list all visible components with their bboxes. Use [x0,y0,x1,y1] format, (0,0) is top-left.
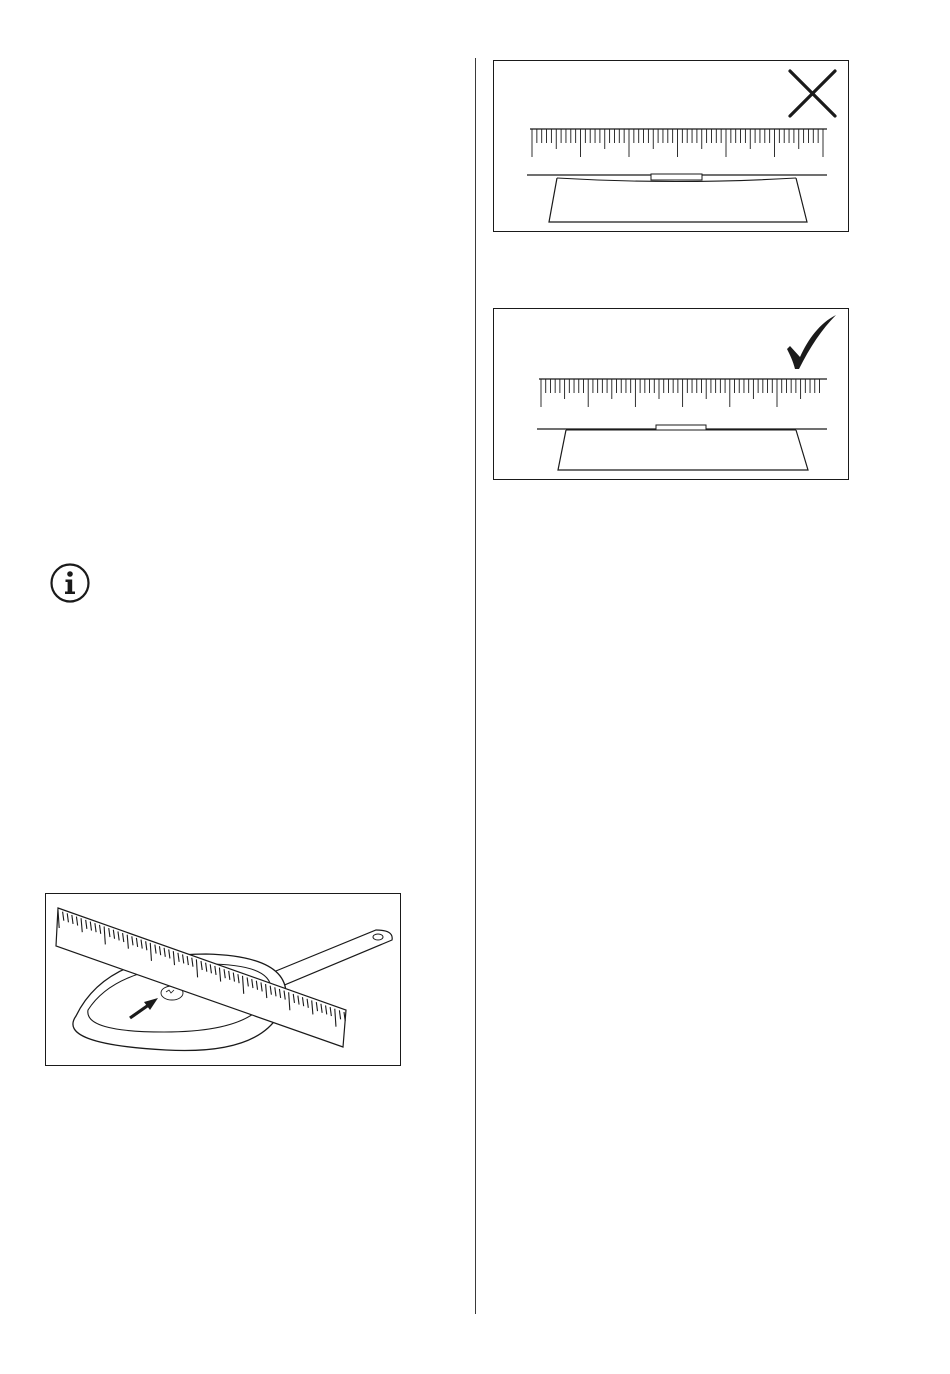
pan-base-icon [558,425,808,470]
column-divider [475,58,476,1314]
checkmark-icon [787,315,836,369]
ruler-icon [539,379,827,407]
pan-base-icon [549,174,807,222]
correct-pan-figure [493,308,849,480]
cross-icon [790,71,835,116]
ruler-icon [530,129,827,157]
info-icon [48,561,92,605]
pan-ruler-figure [45,893,401,1066]
incorrect-pan-figure [493,60,849,232]
